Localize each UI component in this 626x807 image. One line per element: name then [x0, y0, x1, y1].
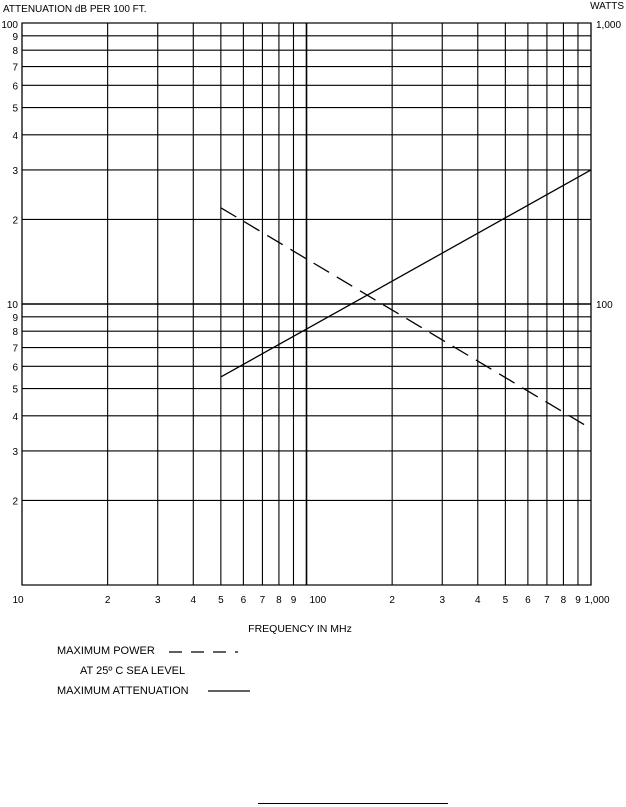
- x-tick-label: 7: [544, 595, 550, 606]
- x-tick-label: 5: [502, 595, 509, 606]
- right-tick-label: 100: [596, 300, 613, 311]
- left-tick-label: 4: [12, 411, 18, 423]
- left-tick-label: 6: [12, 362, 18, 374]
- x-tick-label: 9: [575, 595, 581, 606]
- legend-max-attenuation-label: MAXIMUM ATTENUATION: [57, 685, 189, 697]
- left-tick-label: 4: [12, 130, 18, 142]
- left-tick-label: 8: [12, 46, 18, 58]
- left-tick-label: 10: [6, 300, 18, 311]
- left-axis-label: ATTENUATION dB PER 100 FT.: [3, 4, 147, 15]
- max-power-series-line: [221, 208, 591, 429]
- x-tick-label: 8: [560, 595, 567, 606]
- x-tick-label: 4: [475, 595, 481, 606]
- x-tick-label: 6: [525, 595, 531, 606]
- x-tick-label: 8: [276, 595, 282, 606]
- left-tick-label: 2: [12, 215, 18, 227]
- x-tick-label: 9: [290, 595, 297, 606]
- x-tick-label: 2: [104, 595, 111, 606]
- left-tick-label: 7: [12, 62, 18, 74]
- left-tick-label: 3: [12, 165, 18, 177]
- x-tick-label: 10: [12, 595, 24, 606]
- left-tick-label: 100: [1, 20, 18, 31]
- left-tick-label: 6: [12, 81, 18, 93]
- max-attenuation-series-line: [221, 170, 591, 377]
- x-tick-label: 2: [389, 595, 395, 606]
- data-series: [221, 170, 591, 429]
- x-tick-label: 100: [309, 595, 327, 606]
- chart-grid: [22, 23, 591, 585]
- right-tick-label: 1,000: [596, 20, 622, 31]
- legend-condition-label: AT 25º C SEA LEVEL: [80, 665, 186, 677]
- x-tick-label: 6: [240, 595, 247, 606]
- x-tick-label: 3: [439, 595, 446, 606]
- left-tick-label: 8: [12, 327, 18, 339]
- right-axis-label: WATTS: [590, 1, 624, 12]
- left-tick-label: 2: [12, 496, 18, 508]
- x-tick-label: 4: [190, 595, 197, 606]
- legend-max-power-label: MAXIMUM POWER: [57, 645, 155, 657]
- left-tick-label: 7: [12, 343, 18, 355]
- left-tick-label: 9: [12, 31, 18, 43]
- left-tick-label: 9: [12, 312, 18, 324]
- left-tick-label: 5: [12, 384, 18, 396]
- x-axis-label: FREQUENCY IN MHz: [248, 623, 352, 635]
- left-tick-label: 5: [12, 103, 18, 115]
- x-tick-label: 1,000: [584, 595, 610, 606]
- x-tick-label: 5: [218, 595, 224, 606]
- x-tick-label: 3: [154, 595, 161, 606]
- footer-rule: [258, 803, 448, 804]
- left-tick-label: 3: [12, 446, 18, 458]
- x-tick-label: 7: [259, 595, 266, 606]
